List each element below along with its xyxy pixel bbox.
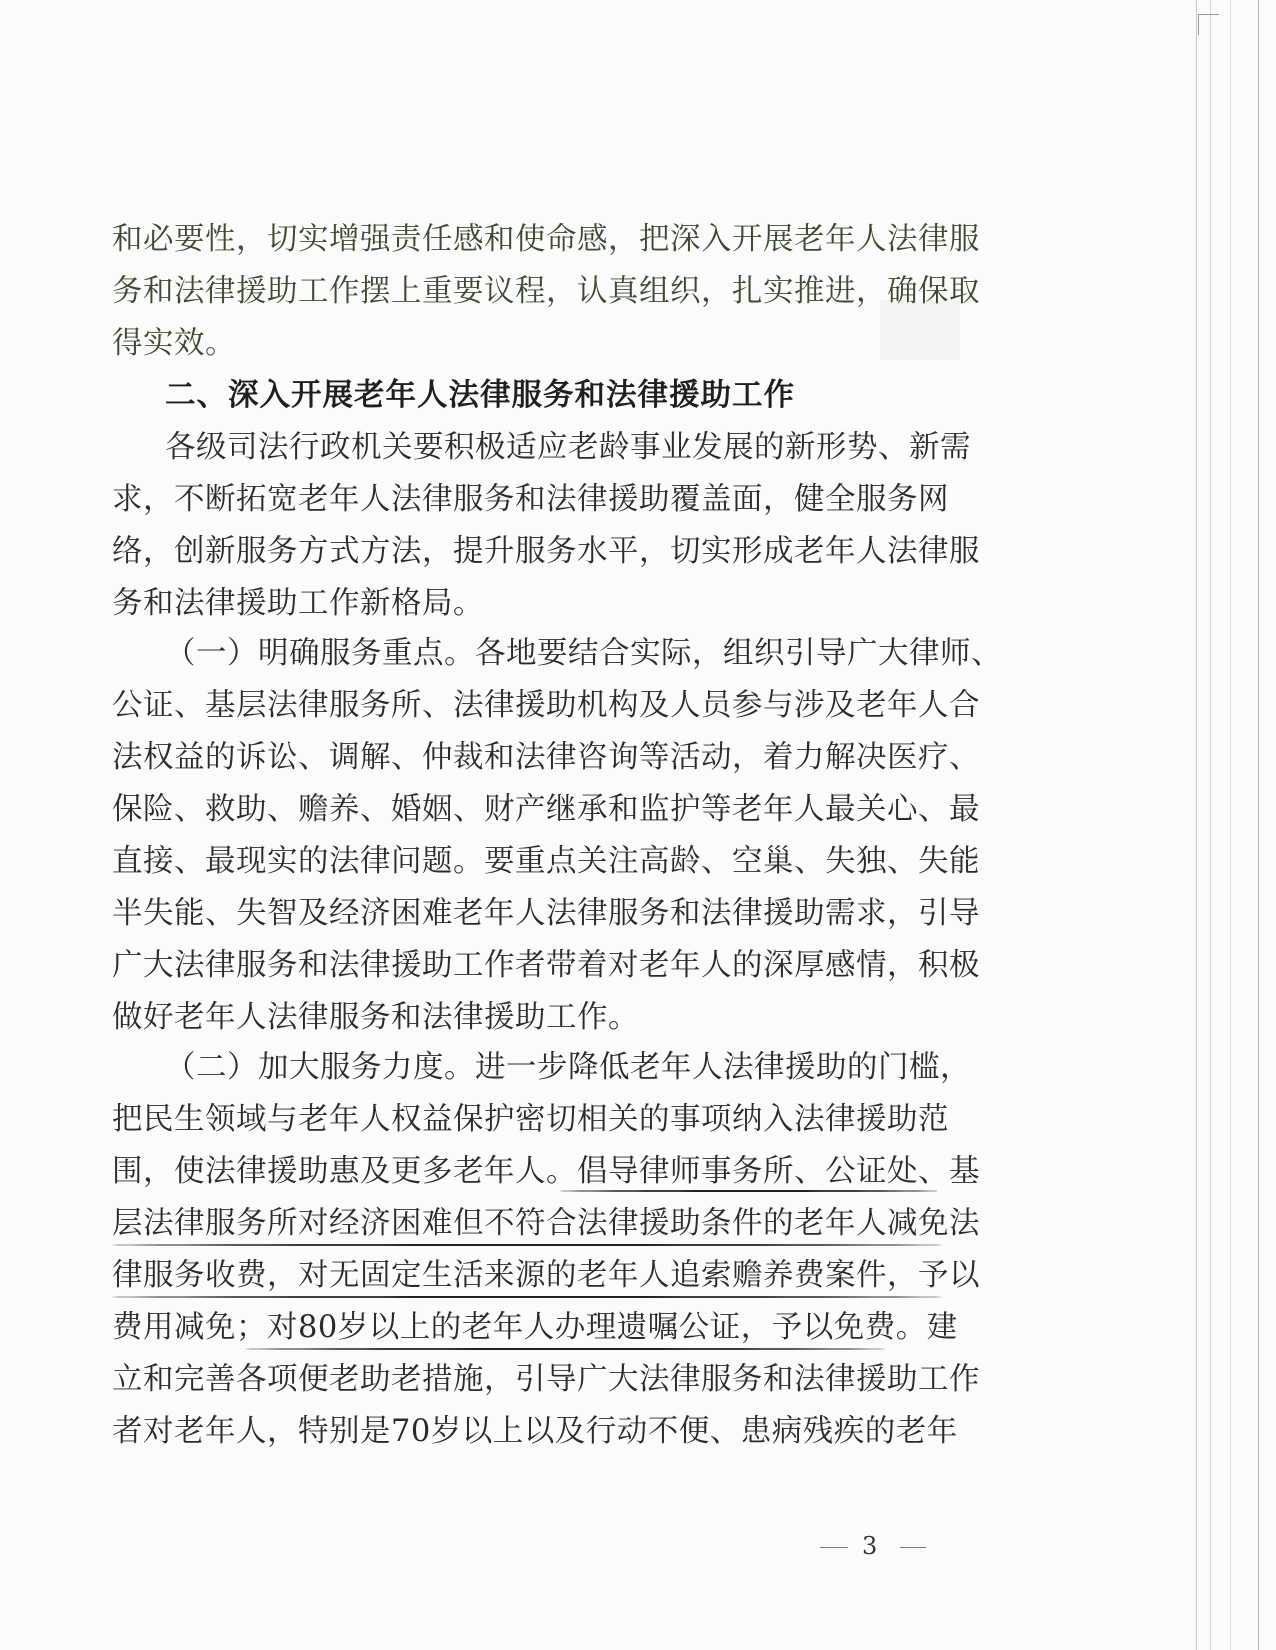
body-text-line: 费用减免；对80岁以上的老年人办理遗嘱公证，予以免费。建 bbox=[112, 1310, 958, 1345]
handwritten-underline bbox=[245, 1348, 885, 1350]
page-number-dash bbox=[900, 1547, 926, 1548]
page-edge bbox=[1210, 0, 1211, 1650]
body-text-line: 公证、基层法律服务所、法律援助机构及人员参与涉及老年人合 bbox=[112, 688, 980, 723]
handwritten-underline bbox=[112, 1296, 942, 1298]
page-edge bbox=[1196, 0, 1197, 1650]
body-text-line: 务和法律援助工作新格局。 bbox=[112, 586, 484, 621]
body-text-line: 络，创新服务方式方法，提升服务水平，切实形成老年人法律服 bbox=[112, 534, 980, 569]
body-text-line: 层法律服务所对经济困难但不符合法律援助条件的老年人减免法 bbox=[112, 1206, 980, 1241]
body-text-line: 把民生领域与老年人权益保护密切相关的事项纳入法律援助范 bbox=[112, 1102, 949, 1137]
body-text-line: 半失能、失智及经济困难老年人法律服务和法律援助需求，引导 bbox=[112, 896, 980, 931]
body-text-line: （二）加大服务力度。进一步降低老年人法律援助的门槛， bbox=[165, 1050, 971, 1085]
body-text-line: 直接、最现实的法律问题。要重点关注高龄、空巢、失独、失能 bbox=[112, 844, 980, 879]
page-edge bbox=[1258, 0, 1259, 1650]
body-text-line: 得实效。 bbox=[112, 326, 236, 361]
section-heading: 二、深入开展老年人法律服务和法律援助工作 bbox=[165, 378, 795, 413]
handwritten-underline bbox=[560, 1190, 938, 1192]
body-text-line: 立和完善各项便老助老措施，引导广大法律服务和法律援助工作 bbox=[112, 1362, 980, 1397]
body-text-line: 务和法律援助工作摆上重要议程，认真组织，扎实推进，确保取 bbox=[112, 274, 980, 309]
body-text-line: 围，使法律援助惠及更多老年人。倡导律师事务所、公证处、基 bbox=[112, 1154, 980, 1189]
body-text-line: 和必要性，切实增强责任感和使命感，把深入开展老年人法律服 bbox=[112, 222, 980, 257]
body-text-line: （一）明确服务重点。各地要结合实际，组织引导广大律师、 bbox=[165, 636, 1002, 671]
handwritten-underline bbox=[112, 1244, 942, 1246]
body-text-line: 求，不断拓宽老年人法律服务和法律援助覆盖面，健全服务网 bbox=[112, 482, 949, 517]
body-text-line: 广大法律服务和法律援助工作者带着对老年人的深厚感情，积极 bbox=[112, 948, 980, 983]
body-text-line: 律服务收费，对无固定生活来源的老年人追索赡养费案件，予以 bbox=[112, 1258, 980, 1293]
body-text-line: 法权益的诉讼、调解、仲裁和法律咨询等活动，着力解决医疗、 bbox=[112, 740, 980, 775]
page-number-dash bbox=[820, 1547, 848, 1548]
staple-corner-mark bbox=[1198, 14, 1219, 35]
body-text-line: 各级司法行政机关要积极适应老龄事业发展的新形势、新需 bbox=[165, 430, 971, 465]
body-text-line: 保险、救助、赡养、婚姻、财产继承和监护等老年人最关心、最 bbox=[112, 792, 980, 827]
page-number: 3 bbox=[862, 1532, 878, 1560]
body-text-line: 做好老年人法律服务和法律援助工作。 bbox=[112, 1000, 639, 1035]
body-text-line: 者对老年人，特别是70岁以上以及行动不便、患病残疾的老年 bbox=[112, 1414, 958, 1449]
page-edge bbox=[1230, 0, 1231, 1650]
